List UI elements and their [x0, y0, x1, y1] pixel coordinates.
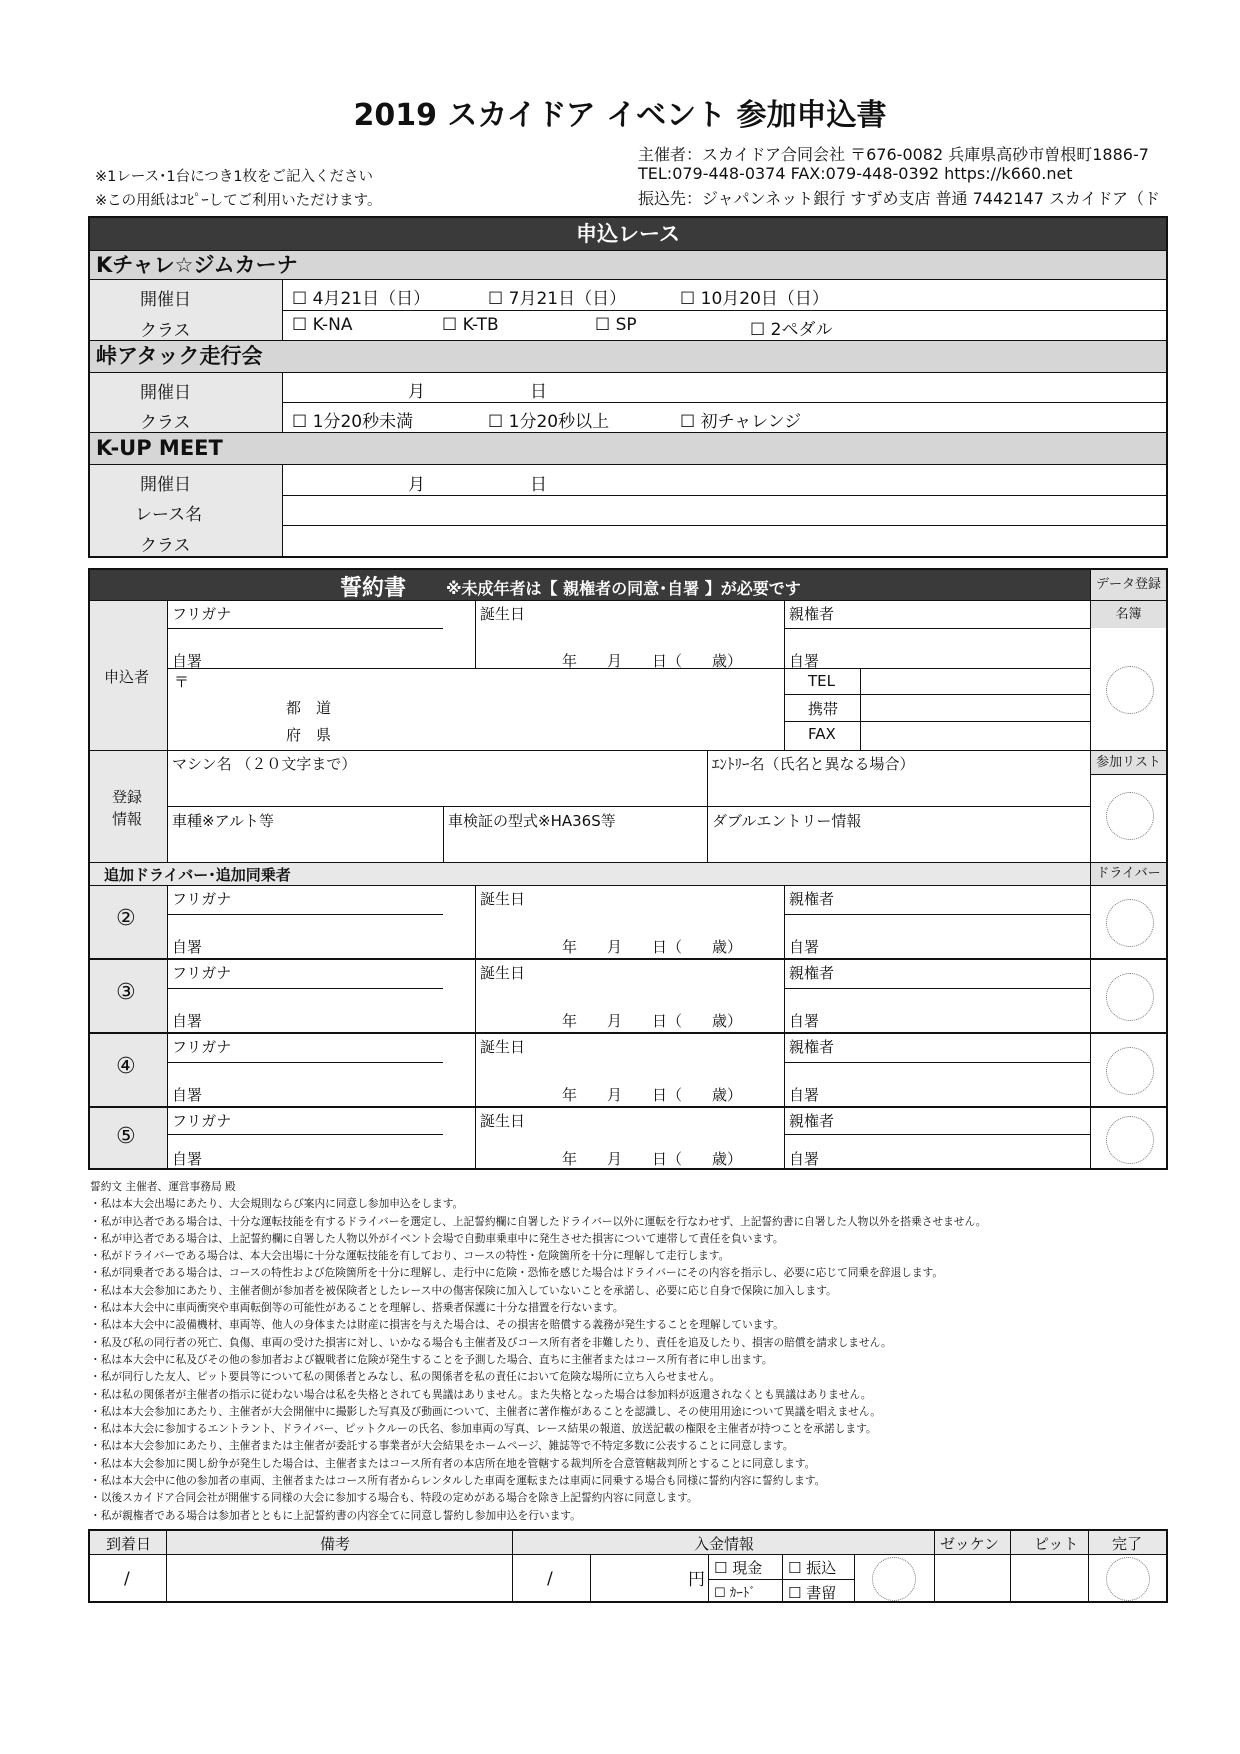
zekken-header: ゼッケン — [940, 1535, 999, 1553]
row-number: ⑤ — [116, 1124, 136, 1149]
additional-driver-label: 追加ドライバー･追加同乗者 — [104, 866, 291, 884]
pledge-section — [88, 568, 1168, 1170]
fax-label: FAX — [808, 725, 836, 743]
clause: ・私及び私の同行者の死亡、負傷、車両の受けた損害に対し、いかなる場合も主催者及びコース所有者を非難したり、責任を追及したり、損害の賠償を請求しません。 — [90, 1335, 892, 1349]
model-label: 車検証の型式※HA36S等 — [448, 812, 616, 830]
birth-label: 誕生日 — [480, 1112, 526, 1130]
birth-fields: 年 月 日（ 歳） — [562, 938, 743, 956]
pit-header: ピット — [1034, 1535, 1079, 1553]
page-title: 2019 スカイドア イベント 参加申込書 — [353, 98, 887, 133]
clause: ・私は本大会参加に関し紛争が発生した場合は、主催者またはコース所有者の本店所在地を管轄する裁判所を合意管轄裁判所とすることに同意します。 — [90, 1456, 816, 1470]
furigana-label: フリガナ — [172, 1038, 232, 1056]
guardian-sign-label: 自署 — [789, 1012, 820, 1030]
kchare-title: Kチャレ☆ジムカーナ — [90, 250, 1166, 279]
double-entry-label: ダブルエントリー情報 — [712, 812, 862, 830]
arrival-slash: / — [124, 1569, 130, 1589]
remarks-header: 備考 — [320, 1535, 351, 1553]
pledge-header-band — [90, 570, 1090, 600]
clause: ・私がドライバーである場合は、本大会出場に十分な運転技能を有しており、コースの特性・危険箇所を十分に理解して走行します。 — [90, 1249, 730, 1263]
payment-slash: / — [547, 1569, 553, 1589]
signature-label: 自署 — [172, 1012, 203, 1030]
registered-checkbox[interactable]: ☐ 書留 — [788, 1584, 837, 1602]
race-header: 申込レース — [90, 218, 1166, 250]
row-number: ② — [116, 906, 136, 931]
done-header: 完了 — [1112, 1535, 1143, 1553]
yen-label: 円 — [688, 1570, 705, 1590]
clause: ・私が同行した友人、ピット要員等について私の関係者とみなし、私の関係者を私の責任において危険な場所に立ち入らせません。 — [90, 1370, 721, 1384]
birth-fields: 年 月 日（ 歳） — [562, 1086, 743, 1104]
touge-class-under[interactable]: ☐ 1分20秒未満 — [292, 412, 414, 432]
mobile-label: 携帯 — [808, 700, 839, 718]
applicant-furigana-label: フリガナ — [172, 605, 232, 623]
guardian-label: 親権者 — [789, 964, 835, 982]
driver-label: ドライバー — [1091, 863, 1166, 885]
touge-class-label: クラス — [140, 413, 191, 433]
office-use-table — [88, 1529, 1168, 1603]
applicant-guardian-label: 親権者 — [789, 605, 835, 623]
signature-label: 自署 — [172, 938, 203, 956]
additional-row-4 — [90, 1034, 1166, 1106]
pledge-minor-note: ※未成年者は【 親権者の同意･自署 】が必要です — [446, 579, 801, 598]
kchare-date-apr[interactable]: ☐ 4月21日（日） — [292, 289, 431, 309]
driver-stamp — [1106, 973, 1154, 1021]
meibo-stamp — [1106, 666, 1154, 714]
furigana-label: フリガナ — [172, 890, 232, 908]
birth-fields: 年 月 日（ 歳） — [562, 1150, 743, 1168]
race-section — [88, 216, 1168, 558]
guardian-sign-label: 自署 — [789, 1150, 820, 1168]
kup-race-name-label: レース名 — [135, 505, 203, 525]
birth-label: 誕生日 — [480, 890, 526, 908]
sanka-list-stamp — [1106, 792, 1154, 840]
fuken-label: 府 県 — [286, 726, 332, 744]
guardian-label: 親権者 — [789, 890, 835, 908]
pledge-title: 誓約書 — [340, 576, 407, 601]
tel-label: TEL — [808, 672, 835, 690]
clause: ・私は本大会出場にあたり、大会規則ならび案内に同意し参加申込をします。 — [90, 1197, 464, 1211]
signature-label: 自署 — [172, 1150, 203, 1168]
kup-day: 日 — [530, 475, 547, 495]
guardian-sign-label: 自署 — [789, 938, 820, 956]
clause: ・私は本大会中に車両衝突や車両転倒等の可能性があることを理解し、搭乗者保護に十分な措置を行ないます。 — [90, 1301, 624, 1315]
card-checkbox[interactable]: ☐ ｶｰﾄﾞ — [714, 1586, 756, 1601]
applicant-label: 申込者 — [104, 668, 150, 686]
postal-mark: 〒 — [174, 673, 190, 691]
done-stamp — [1106, 1557, 1150, 1601]
applicant-signature-label: 自署 — [172, 652, 203, 670]
kchare-class-ktb[interactable]: ☐ K-TB — [442, 315, 499, 335]
entry-name-label: ｴﾝﾄﾘｰ名（氏名と異なる場合） — [712, 755, 915, 773]
kchare-date-oct[interactable]: ☐ 10月20日（日） — [680, 289, 829, 309]
cash-checkbox[interactable]: ☐ 現金 — [714, 1559, 763, 1577]
furigana-label: フリガナ — [172, 1112, 232, 1130]
payment-stamp — [872, 1557, 916, 1601]
kchare-class-2pedal[interactable]: ☐ 2ペダル — [750, 320, 833, 340]
clause: ・私が親権者である場合は参加者とともに上記誓約書の内容全てに同意し誓約し参加申込を行います。 — [90, 1508, 581, 1522]
clause-heading: 誓約文 主催者、運営事務局 殿 — [90, 1180, 236, 1193]
birth-fields: 年 月 日（ 歳） — [562, 1012, 743, 1030]
transfer-checkbox[interactable]: ☐ 振込 — [788, 1559, 837, 1577]
clause: ・私が申込者である場合は、上記誓約欄に自署した人物以外がイベント会場で自動車乗車中に発生させた損害について連帯して責任を負います。 — [90, 1231, 784, 1245]
guardian-label: 親権者 — [789, 1112, 835, 1130]
clause: ・私は本大会参加にあたり、主催者側が参加者を被保険者としたレース中の傷害保険に加入していないことを承諾し、必要に応じ自身で保険に加入します。 — [90, 1283, 837, 1297]
clause: ・私は本大会参加にあたり、主催者または主催者が委託する事業者が大会結果をホームページ、雑誌等で不特定多数に公表することに同意します。 — [90, 1439, 794, 1453]
kchare-date-jul[interactable]: ☐ 7月21日（日） — [488, 289, 627, 309]
touge-date-label: 開催日 — [140, 383, 191, 403]
payment-header: 入金情報 — [694, 1535, 755, 1553]
driver-stamp — [1106, 1116, 1154, 1164]
organizer-contact: TEL:079-448-0374 FAX:079-448-0392 https://k660.net — [638, 164, 1073, 183]
additional-row-5 — [90, 1108, 1166, 1168]
row-number: ③ — [116, 980, 136, 1005]
driver-stamp — [1106, 1047, 1154, 1095]
guardian-label: 親権者 — [789, 1038, 835, 1056]
kchare-class-sp[interactable]: ☐ SP — [595, 315, 637, 335]
guardian-sign-label: 自署 — [789, 1086, 820, 1104]
touge-day: 日 — [530, 382, 547, 402]
kup-class-label: クラス — [140, 536, 191, 556]
kchare-date-label: 開催日 — [140, 290, 191, 310]
kchare-class-kna[interactable]: ☐ K-NA — [292, 315, 353, 335]
kup-month: 月 — [408, 475, 425, 495]
applicant-guardian-sign-label: 自署 — [789, 652, 820, 670]
clause: ・私は本大会に参加するエントラント、ドライバー、ピットクルーの氏名、参加車両の写真、レース結果の報道、放送記載の権限を主催者が持つことを承諾します。 — [90, 1422, 877, 1436]
clause: ・私が同乗者である場合は、コースの特性および危険箇所を十分に理解し、走行中に危険・恐怖を感じた場合はドライバーにその内容を指示し、必要に応じて同乗を辞退します。 — [90, 1266, 944, 1280]
applicant-birth-label: 誕生日 — [480, 605, 526, 623]
clause: ・以後スカイドア合同会社が開催する同様の大会に参加する場合も、特段の定めがある場合を除き上記誓約内容に同意します。 — [90, 1491, 698, 1505]
birth-label: 誕生日 — [480, 1038, 526, 1056]
kchare-class-label: クラス — [140, 321, 191, 341]
row-number: ④ — [116, 1054, 136, 1079]
organizer-bank: 振込先：ジャパンネット銀行 すずめ支店 普通 7442147 スカイドア（ド — [638, 189, 1161, 208]
todo-label: 都 道 — [286, 699, 332, 717]
note-one-per-car: ※1レース･1台につき1枚をご記入ください — [95, 169, 374, 185]
signature-label: 自署 — [172, 1086, 203, 1104]
clause: ・私が申込者である場合は、十分な運転技能を有するドライバーを選定し、上記誓約欄に自署したドライバー以外に運転を行なわせず、上記誓約書に自署した人物以外を搭乗させません。 — [90, 1214, 987, 1228]
kup-date-label: 開催日 — [140, 475, 191, 495]
data-reg-label: データ登録 — [1091, 570, 1166, 600]
driver-stamp — [1106, 899, 1154, 947]
applicant-birth-fields: 年 月 日（ 歳） — [562, 652, 743, 670]
furigana-label: フリガナ — [172, 964, 232, 982]
note-copy-ok: ※この用紙はｺﾋﾟｰしてご利用いただけます。 — [95, 193, 382, 209]
clause: ・私は本大会中に他の参加者の車両、主催者またはコース所有者からレンタルした車両を運転または車両に同乗する場合も同様に誓約内容に誓約します。 — [90, 1474, 826, 1488]
clause: ・私は本大会中に私及びその他の参加者および観戦者に危険が発生することを予測した場合、直ちに主催者またはコース所有者に申し出ます。 — [90, 1352, 773, 1366]
birth-label: 誕生日 — [480, 964, 526, 982]
touge-class-over[interactable]: ☐ 1分20秒以上 — [488, 412, 610, 432]
pledge-clauses — [90, 1178, 1170, 1524]
touge-class-first[interactable]: ☐ 初チャレンジ — [680, 412, 802, 432]
clause: ・私は私の関係者が主催者の指示に従わない場合は私を失格とされても異議はありません。また失格となった場合は参加料が返還されなくとも異議はありません。 — [90, 1387, 872, 1401]
touge-title: 峠アタック走行会 — [90, 341, 1166, 372]
organizer-address: 主催者：スカイドア合同会社 〒676-0082 兵庫県高砂市曽根町1886-7 — [638, 145, 1149, 164]
arrival-header: 到着日 — [106, 1535, 152, 1553]
clause: ・私は本大会中に設備機材、車両等、他人の身体または財産に損害を与えた場合は、その損害を賠償する義務が発生することを理解しています。 — [90, 1318, 784, 1332]
sanka-list-label: 参加リスト — [1091, 751, 1166, 774]
clause: ・私は本大会参加にあたり、主催者が大会開催中に撮影した写真及び動画について、主催者に著作権があることを認識し、その使用用途について異議を唱えません。 — [90, 1404, 881, 1418]
car-type-label: 車種※アルト等 — [172, 812, 274, 830]
reg-info-label-1: 登録 — [112, 788, 143, 806]
meibo-label: 名簿 — [1091, 601, 1166, 628]
touge-month: 月 — [408, 382, 425, 402]
kup-title: K-UP MEET — [90, 433, 1166, 464]
additional-row-3 — [90, 960, 1166, 1032]
machine-name-label: マシン名 （２０文字まで） — [172, 755, 357, 773]
additional-row-2 — [90, 886, 1166, 958]
reg-info-label-2: 情報 — [112, 810, 143, 828]
